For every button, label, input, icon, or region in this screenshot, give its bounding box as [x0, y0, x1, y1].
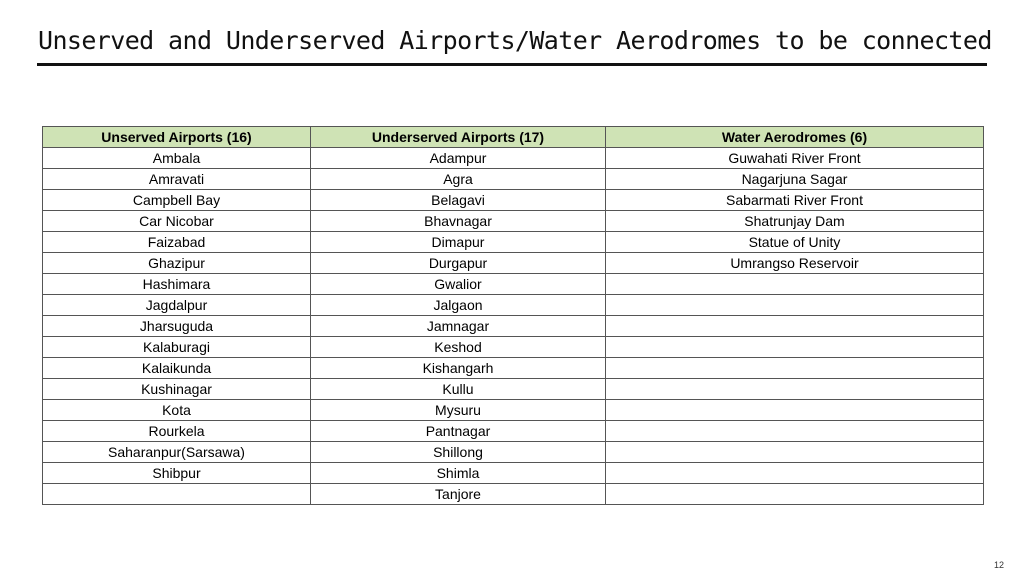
water-aerodrome-cell — [606, 295, 984, 316]
table-row — [43, 337, 984, 358]
underserved-airport-cell: Dimapur — [311, 232, 606, 253]
table-row — [43, 148, 984, 169]
table-header-row — [43, 127, 984, 148]
unserved-airport-cell: Kota — [43, 400, 311, 421]
water-aerodrome-cell: Shatrunjay Dam — [606, 211, 984, 232]
table-row — [43, 400, 984, 421]
unserved-airport-cell: Kalaikunda — [43, 358, 311, 379]
unserved-airport-cell: Amravati — [43, 169, 311, 190]
unserved-airport-cell — [43, 484, 311, 505]
water-aerodrome-cell — [606, 337, 984, 358]
unserved-airport-cell: Campbell Bay — [43, 190, 311, 211]
underserved-airport-cell: Agra — [311, 169, 606, 190]
water-aerodrome-cell — [606, 400, 984, 421]
table-row — [43, 379, 984, 400]
table-row — [43, 232, 984, 253]
underserved-airport-cell: Pantnagar — [311, 421, 606, 442]
water-aerodrome-cell: Guwahati River Front — [606, 148, 984, 169]
water-aerodrome-cell — [606, 274, 984, 295]
underserved-airport-cell: Keshod — [311, 337, 606, 358]
underserved-airport-cell: Durgapur — [311, 253, 606, 274]
underserved-airport-cell: Adampur — [311, 148, 606, 169]
page-number: 12 — [993, 560, 1004, 570]
table-row — [43, 421, 984, 442]
water-aerodrome-cell — [606, 358, 984, 379]
water-aerodrome-cell — [606, 379, 984, 400]
unserved-airport-cell: Jharsuguda — [43, 316, 311, 337]
title-underline — [37, 63, 987, 66]
header-unserved-airports: Unserved Airports (16) — [43, 127, 311, 148]
water-aerodrome-cell — [606, 463, 984, 484]
unserved-airport-cell: Jagdalpur — [43, 295, 311, 316]
unserved-airport-cell: Faizabad — [43, 232, 311, 253]
water-aerodrome-cell: Umrangso Reservoir — [606, 253, 984, 274]
unserved-airport-cell: Shibpur — [43, 463, 311, 484]
unserved-airport-cell: Car Nicobar — [43, 211, 311, 232]
water-aerodrome-cell: Sabarmati River Front — [606, 190, 984, 211]
table-row — [43, 442, 984, 463]
unserved-airport-cell: Ghazipur — [43, 253, 311, 274]
table-row — [43, 295, 984, 316]
table-row — [43, 484, 984, 505]
unserved-airport-cell: Ambala — [43, 148, 311, 169]
unserved-airport-cell: Hashimara — [43, 274, 311, 295]
table-row — [43, 316, 984, 337]
table-row — [43, 274, 984, 295]
underserved-airport-cell: Mysuru — [311, 400, 606, 421]
table-row — [43, 169, 984, 190]
slide-title: Unserved and Underserved Airports/Water Aerodromes to be connected — [38, 26, 992, 55]
underserved-airport-cell: Kishangarh — [311, 358, 606, 379]
header-underserved-airports: Underserved Airports (17) — [311, 127, 606, 148]
table-row — [43, 358, 984, 379]
header-water-aerodromes: Water Aerodromes (6) — [606, 127, 984, 148]
airports-table — [42, 126, 984, 505]
unserved-airport-cell: Saharanpur(Sarsawa) — [43, 442, 311, 463]
table-row — [43, 463, 984, 484]
underserved-airport-cell: Gwalior — [311, 274, 606, 295]
unserved-airport-cell: Rourkela — [43, 421, 311, 442]
underserved-airport-cell: Shillong — [311, 442, 606, 463]
table-row — [43, 190, 984, 211]
underserved-airport-cell: Tanjore — [311, 484, 606, 505]
underserved-airport-cell: Shimla — [311, 463, 606, 484]
underserved-airport-cell: Jalgaon — [311, 295, 606, 316]
underserved-airport-cell: Kullu — [311, 379, 606, 400]
water-aerodrome-cell: Nagarjuna Sagar — [606, 169, 984, 190]
underserved-airport-cell: Belagavi — [311, 190, 606, 211]
water-aerodrome-cell — [606, 484, 984, 505]
water-aerodrome-cell — [606, 316, 984, 337]
underserved-airport-cell: Bhavnagar — [311, 211, 606, 232]
table-row — [43, 253, 984, 274]
water-aerodrome-cell — [606, 442, 984, 463]
water-aerodrome-cell: Statue of Unity — [606, 232, 984, 253]
water-aerodrome-cell — [606, 421, 984, 442]
underserved-airport-cell: Jamnagar — [311, 316, 606, 337]
unserved-airport-cell: Kushinagar — [43, 379, 311, 400]
unserved-airport-cell: Kalaburagi — [43, 337, 311, 358]
table-row — [43, 211, 984, 232]
